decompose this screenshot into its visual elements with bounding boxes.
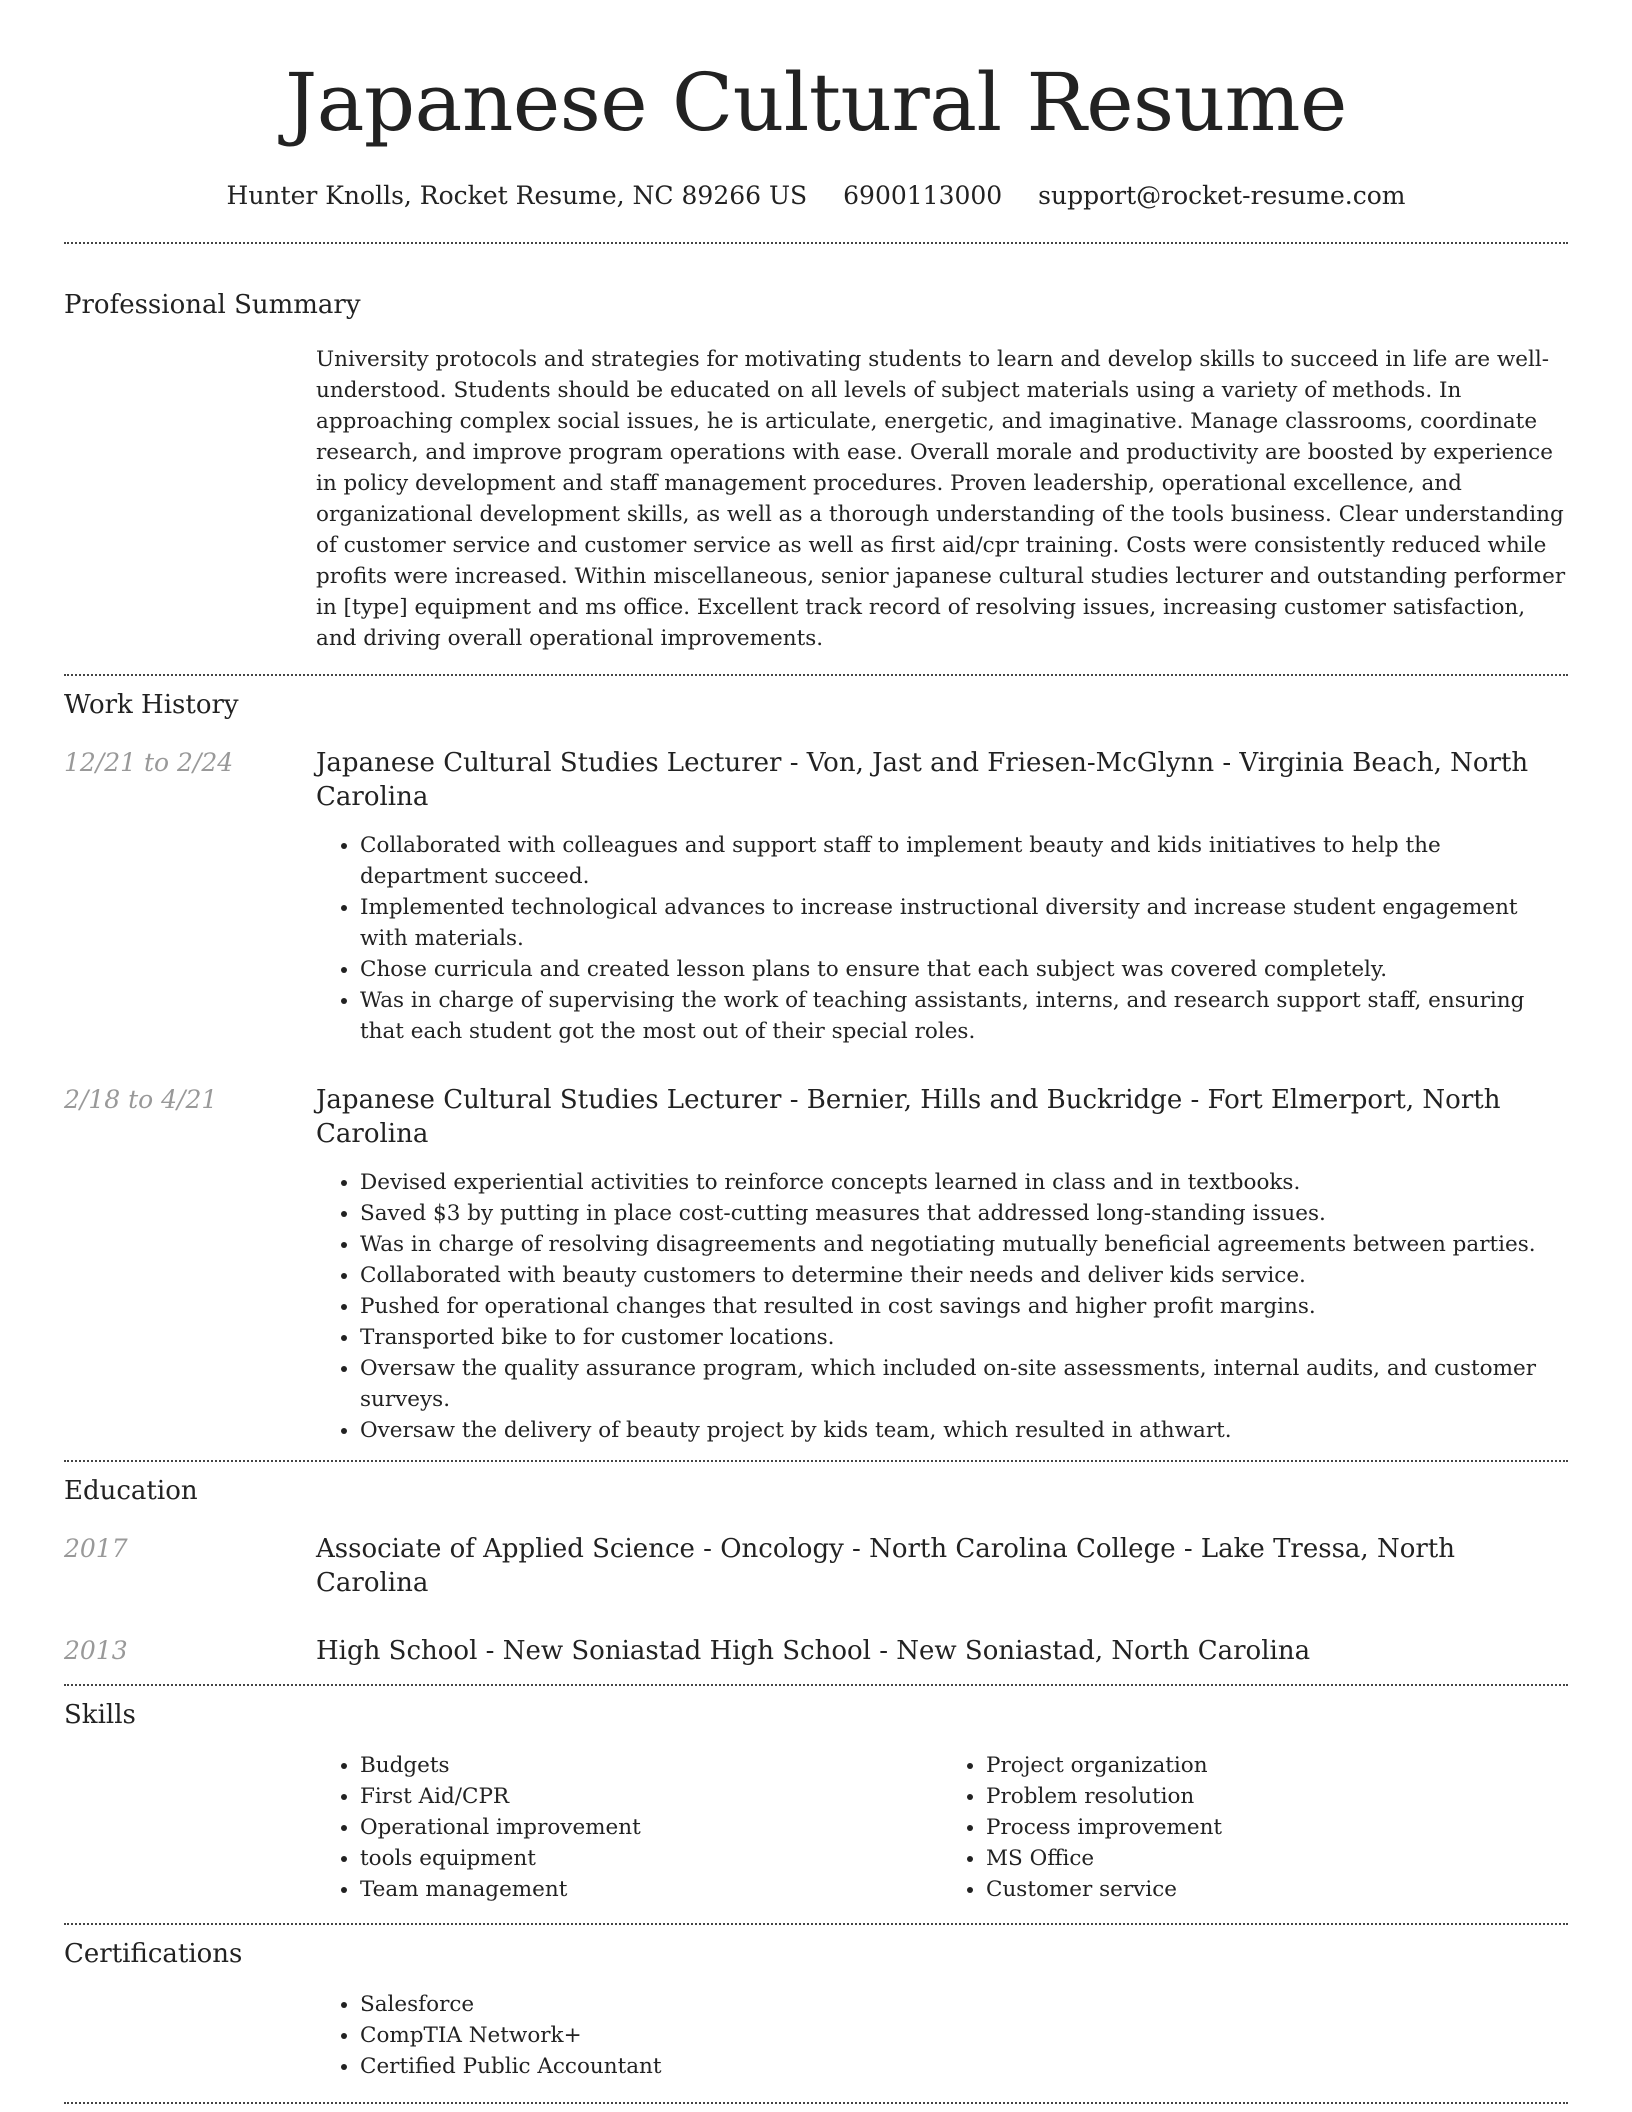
work-history-section: [64, 676, 1568, 1446]
list-item: • tools equipment: [360, 1843, 942, 1874]
list-item: • Customer service: [986, 1874, 1568, 1905]
list-item: • Transported bike to for customer locations.: [360, 1322, 1568, 1353]
list-item: • First Aid/CPR: [360, 1781, 942, 1812]
education-section: [64, 1462, 1568, 1668]
summary-section: [64, 244, 1568, 654]
list-item: • Implemented technological advances to increase instructional diversity and increase student engagement with materials.: [360, 892, 1568, 954]
list-item: • Project organization: [986, 1750, 1568, 1781]
section-heading-summary: Professional Summary: [64, 290, 361, 320]
job-entry: [64, 746, 1568, 1047]
list-item: • Chose curricula and created lesson plans to ensure that each subject was covered completely.: [360, 954, 1568, 985]
list-item: • Collaborated with beauty customers to determine their needs and deliver kids service.: [360, 1260, 1568, 1291]
certifications-list: [316, 1989, 1568, 2082]
job-entry: [64, 1083, 1568, 1446]
job-title: Japanese Cultural Studies Lecturer - Von, Jast and Friesen-McGlynn - Virginia Beach, North Carolina: [316, 748, 1529, 812]
education-entry: [64, 1634, 1568, 1668]
list-item: • MS Office: [986, 1843, 1568, 1874]
section-heading-certifications: Certifications: [64, 1939, 243, 1969]
list-item: • Oversaw the quality assurance program, which included on-site assessments, internal audits, and customer surveys.: [360, 1353, 1568, 1415]
education-year: 2013: [64, 1636, 128, 1665]
contact-email: support@rocket-resume.com: [1038, 181, 1406, 210]
list-item: • Certified Public Accountant: [360, 2051, 1568, 2082]
contact-phone: 6900113000: [843, 181, 1003, 210]
list-item: • Pushed for operational changes that resulted in cost savings and higher profit margins.: [360, 1291, 1568, 1322]
list-item: • Budgets: [360, 1750, 942, 1781]
divider: [64, 2102, 1568, 2104]
job-dates: 2/18 to 4/21: [64, 1085, 218, 1114]
education-text: Associate of Applied Science - Oncology - North Carolina College - Lake Tressa, North Carolina: [316, 1534, 1455, 1598]
contact-line: [64, 178, 1568, 214]
skills-section: [64, 1686, 1568, 1905]
list-item: • Was in charge of supervising the work of teaching assistants, interns, and research support staff, ensuring that each student got the most out of their special roles.: [360, 985, 1568, 1047]
skills-list-left: [316, 1750, 942, 1905]
list-item: • Saved $3 by putting in place cost-cutting measures that addressed long-standing issues.: [360, 1198, 1568, 1229]
list-item: • Devised experiential activities to reinforce concepts learned in class and in textbooks.: [360, 1167, 1568, 1198]
list-item: • Was in charge of resolving disagreements and negotiating mutually beneficial agreements between parties.: [360, 1229, 1568, 1260]
section-heading-work: Work History: [64, 690, 239, 720]
certifications-section: [64, 1925, 1568, 2082]
summary-text: University protocols and strategies for motivating students to learn and develop skills to succeed in life are well-understood. Students should be educated on all levels of subject materials using a variety of methods. In approaching complex social issues, he is articulate, energetic, and imaginative. Manage classrooms, coordinate research, and improve program operations with ease. Overall morale and productivity are boosted by experience in policy development and staff management procedures. Proven leadership, operational excellence, and organizational development skills, as well as a thorough understanding of the tools business. Clear understanding of customer service and customer service as well as first aid/cpr training. Costs were consistently reduced while profits were increased. Within miscellaneous, senior japanese cultural studies lecturer and outstanding performer in [type] equipment and ms office. Excellent track record of resolving issues, increasing customer satisfaction, and driving overall operational improvements.: [316, 347, 1566, 651]
job-bullets: [316, 830, 1568, 1047]
list-item: • Problem resolution: [986, 1781, 1568, 1812]
job-title: Japanese Cultural Studies Lecturer - Bernier, Hills and Buckridge - Fort Elmerport, North Carolina: [316, 1085, 1501, 1149]
section-heading-skills: Skills: [64, 1700, 136, 1730]
education-entry: [64, 1532, 1568, 1600]
education-text: High School - New Soniastad High School - New Soniastad, North Carolina: [316, 1636, 1311, 1666]
job-bullets: [316, 1167, 1568, 1446]
list-item: • Operational improvement: [360, 1812, 942, 1843]
list-item: • Collaborated with colleagues and support staff to implement beauty and kids initiatives to help the department succeed.: [360, 830, 1568, 892]
resume-title: Japanese Cultural Resume: [285, 56, 1347, 149]
list-item: • Oversaw the delivery of beauty project by kids team, which resulted in athwart.: [360, 1415, 1568, 1446]
list-item: • Team management: [360, 1874, 942, 1905]
list-item: • Salesforce: [360, 1989, 1568, 2020]
contact-address: Hunter Knolls, Rocket Resume, NC 89266 US: [226, 181, 808, 210]
list-item: • CompTIA Network+: [360, 2020, 1568, 2051]
list-item: • Process improvement: [986, 1812, 1568, 1843]
section-heading-education: Education: [64, 1476, 198, 1506]
job-dates: 12/21 to 2/24: [64, 748, 234, 777]
education-year: 2017: [64, 1534, 128, 1563]
skills-list-right: [942, 1750, 1568, 1905]
